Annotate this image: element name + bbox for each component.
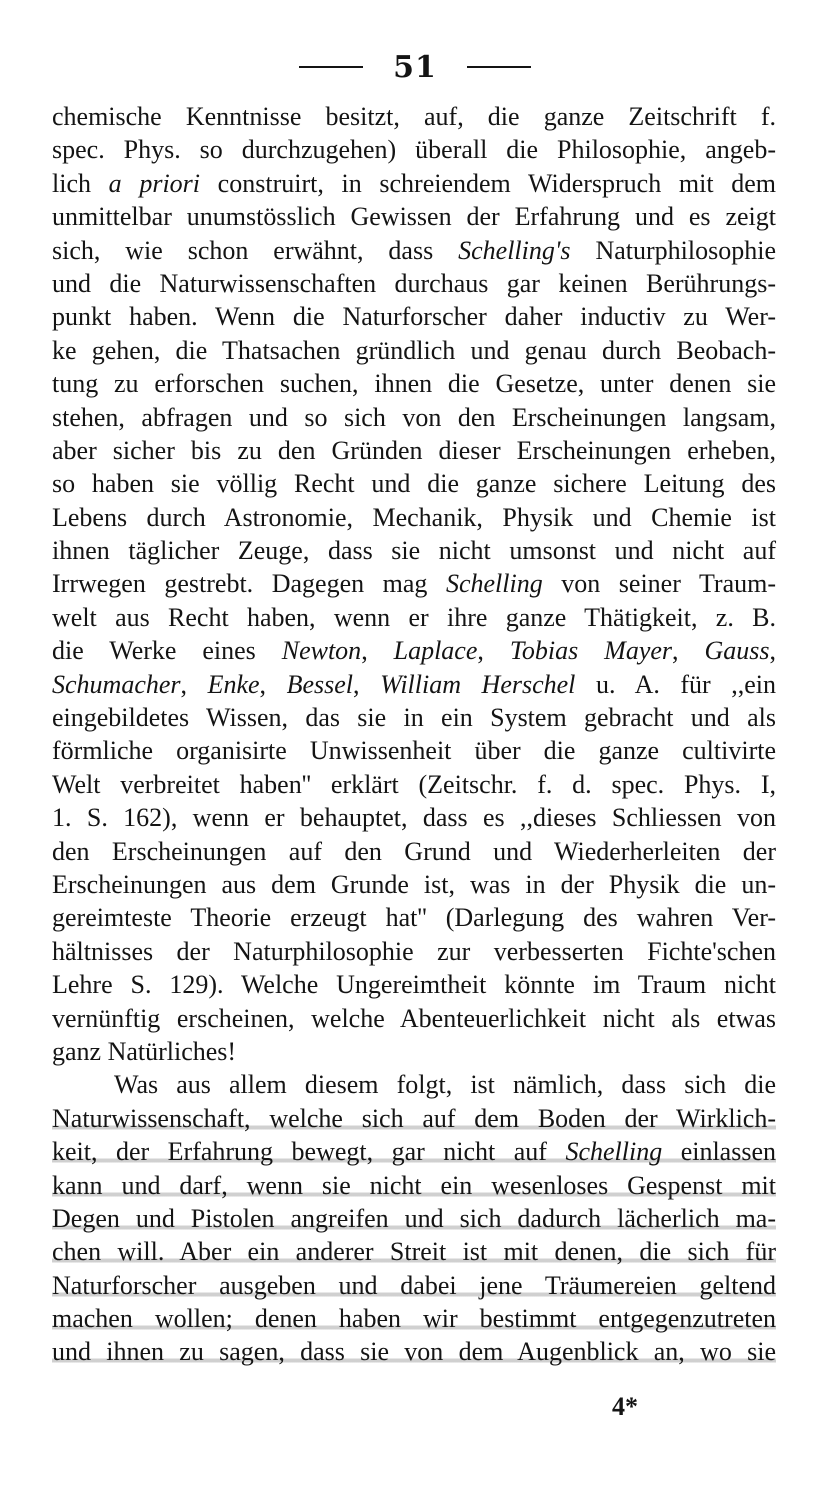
text-line (52, 234, 776, 267)
italic-run: William Herschel (380, 669, 576, 699)
text-line (52, 1302, 776, 1335)
italic-run: Schelling (565, 1137, 663, 1167)
text-run: so haben sie völlig Recht und die ganze sichere Leitung des (52, 469, 776, 499)
text-run: , (361, 636, 394, 666)
text-run: , (672, 636, 705, 666)
text-line (52, 868, 776, 901)
text-run: stehen, abfragen und so sich von den Erscheinungen langsam, (52, 402, 776, 432)
text-run: Erscheinungen aus dem Grunde ist, was in der Physik die un- (52, 869, 776, 899)
text-line (52, 567, 776, 600)
text-run: u. A. für ,,ein (575, 669, 777, 699)
text-run: Degen und Pistolen angreifen und sich dadurch lächerlich ma- (52, 1203, 776, 1233)
italic-run: Laplace (393, 636, 478, 666)
text-run: machen wollen; denen haben wir bestimmt entgegenzutreten (52, 1304, 776, 1334)
text-run: Naturphilosophie (570, 235, 776, 265)
text-line (52, 801, 776, 834)
text-run: unmittelbar unumstösslich Gewissen der Erfahrung und es zeigt (52, 202, 776, 232)
text-run: Was aus allem diesem folgt, ist nämlich, dass sich die (114, 1070, 776, 1100)
page-header (0, 44, 830, 90)
text-line (52, 334, 776, 367)
text-run: ke gehen, die Thatsachen gründlich und genau durch Beobach- (52, 335, 776, 365)
text-run: ihnen täglicher Zeuge, dass sie nicht umsonst und nicht auf (52, 536, 776, 566)
header-rule-left (299, 66, 363, 68)
text-line (52, 1068, 776, 1101)
text-run: vernünftig erscheinen, welche Abenteuerlichkeit nicht als etwas (52, 1003, 776, 1033)
text-run: ganz Natürliches! (52, 1036, 237, 1066)
text-run: spec. Phys. so durchzugehen) überall die Philosophie, angeb- (52, 135, 776, 165)
text-line (52, 1335, 776, 1368)
text-run: , (259, 669, 287, 699)
italic-run: Schelling (445, 569, 543, 599)
text-line (52, 167, 776, 200)
text-run: aber sicher bis zu den Gründen dieser Erscheinungen erheben, (52, 435, 776, 465)
text-line (52, 1135, 776, 1168)
text-run: , (769, 636, 776, 666)
text-line (52, 835, 776, 868)
text-line (52, 367, 776, 400)
italic-run: Newton (281, 636, 362, 666)
page-number: 51 (393, 49, 437, 85)
text-line (52, 1035, 776, 1068)
text-line (52, 467, 776, 500)
text-run: chemische Kenntnisse besitzt, auf, die ganze Zeitschrift f. (52, 102, 776, 131)
text-run: , (353, 669, 381, 699)
text-line (52, 401, 776, 434)
text-run: und die Naturwissenschaften durchaus gar keinen Berührungs- (52, 268, 776, 298)
text-line (52, 133, 776, 166)
text-line (52, 100, 776, 133)
text-run: hältnisses der Naturphilosophie zur verbesserten Fichte'schen (52, 936, 776, 966)
italic-run: Bessel (286, 669, 354, 699)
text-run: einlassen (662, 1137, 776, 1167)
signature-mark: 4* (612, 1392, 638, 1421)
text-run: und ihnen zu sagen, dass sie von dem Augenblick an, wo sie (52, 1337, 776, 1367)
italic-run: Schumacher (52, 669, 181, 699)
text-line (52, 968, 776, 1001)
header-rule-right (467, 66, 531, 68)
text-run: förmliche organisirte Unwissenheit über die ganze cultivirte (52, 736, 776, 766)
text-run: sich, wie schon erwähnt, dass (52, 235, 459, 265)
text-line (52, 1169, 776, 1202)
text-run: die Werke eines (52, 636, 282, 666)
text-line (52, 534, 776, 567)
body-text (52, 100, 776, 1369)
italic-run: Schelling's (458, 235, 571, 265)
italic-run: Gauss (704, 636, 770, 666)
text-run: Naturforscher ausgeben und dabei jene Träumereien geltend (52, 1270, 776, 1300)
text-run: den Erscheinungen auf den Grund und Wiederherleiten der (52, 836, 776, 866)
text-run: punkt haben. Wenn die Naturforscher daher inductiv zu Wer- (52, 302, 776, 332)
italic-run: a priori (108, 168, 201, 198)
text-run: kann und darf, wenn sie nicht ein wesenloses Gespenst mit (52, 1170, 776, 1200)
text-run: eingebildetes Wissen, das sie in ein System gebracht und als (52, 703, 776, 733)
text-line (52, 701, 776, 734)
text-run: Naturwissenschaft, welche sich auf dem Boden der Wirklich- (52, 1103, 776, 1133)
text-line (52, 434, 776, 467)
text-line (52, 634, 776, 667)
text-line (52, 200, 776, 233)
text-line (52, 601, 776, 634)
text-run: gereimteste Theorie erzeugt hat'' (Darlegung des wahren Ver- (52, 903, 776, 933)
italic-run: Tobias Mayer (509, 636, 673, 666)
text-run: Lehre S. 129). Welche Ungereimtheit könnte im Traum nicht (52, 970, 776, 1000)
text-run: von seiner Traum- (542, 569, 776, 599)
text-line (52, 901, 776, 934)
text-run: 1. S. 162), wenn er behauptet, dass es ,,dieses Schliessen von (52, 803, 776, 833)
text-line (52, 668, 776, 701)
text-run: Lebens durch Astronomie, Mechanik, Physik und Chemie ist (52, 502, 776, 532)
text-run: lich (52, 168, 109, 198)
text-line (52, 1235, 776, 1268)
text-line (52, 300, 776, 333)
text-run: keit, der Erfahrung bewegt, gar nicht auf (52, 1137, 566, 1167)
text-line (52, 734, 776, 767)
text-run: construirt, in schreiendem Widerspruch mit dem (200, 168, 776, 198)
text-line (52, 935, 776, 968)
text-line (52, 1102, 776, 1135)
text-line (52, 501, 776, 534)
text-line (52, 267, 776, 300)
italic-run: Enke (207, 669, 260, 699)
text-line (52, 1202, 776, 1235)
text-line (52, 1002, 776, 1035)
text-run: tung zu erforschen suchen, ihnen die Gesetze, unter denen sie (52, 369, 776, 399)
text-run: chen will. Aber ein anderer Streit ist mit denen, die sich für (52, 1237, 776, 1267)
text-line (52, 768, 776, 801)
text-line (52, 1269, 776, 1302)
text-run: , (180, 669, 208, 699)
text-run: welt aus Recht haben, wenn er ihre ganze Thätigkeit, z. B. (52, 602, 776, 632)
text-run: Irrwegen gestrebt. Dagegen mag (52, 569, 446, 599)
text-run: Welt verbreitet haben'' erklärt (Zeitschr. f. d. spec. Phys. I, (52, 769, 776, 799)
text-run: , (477, 636, 510, 666)
